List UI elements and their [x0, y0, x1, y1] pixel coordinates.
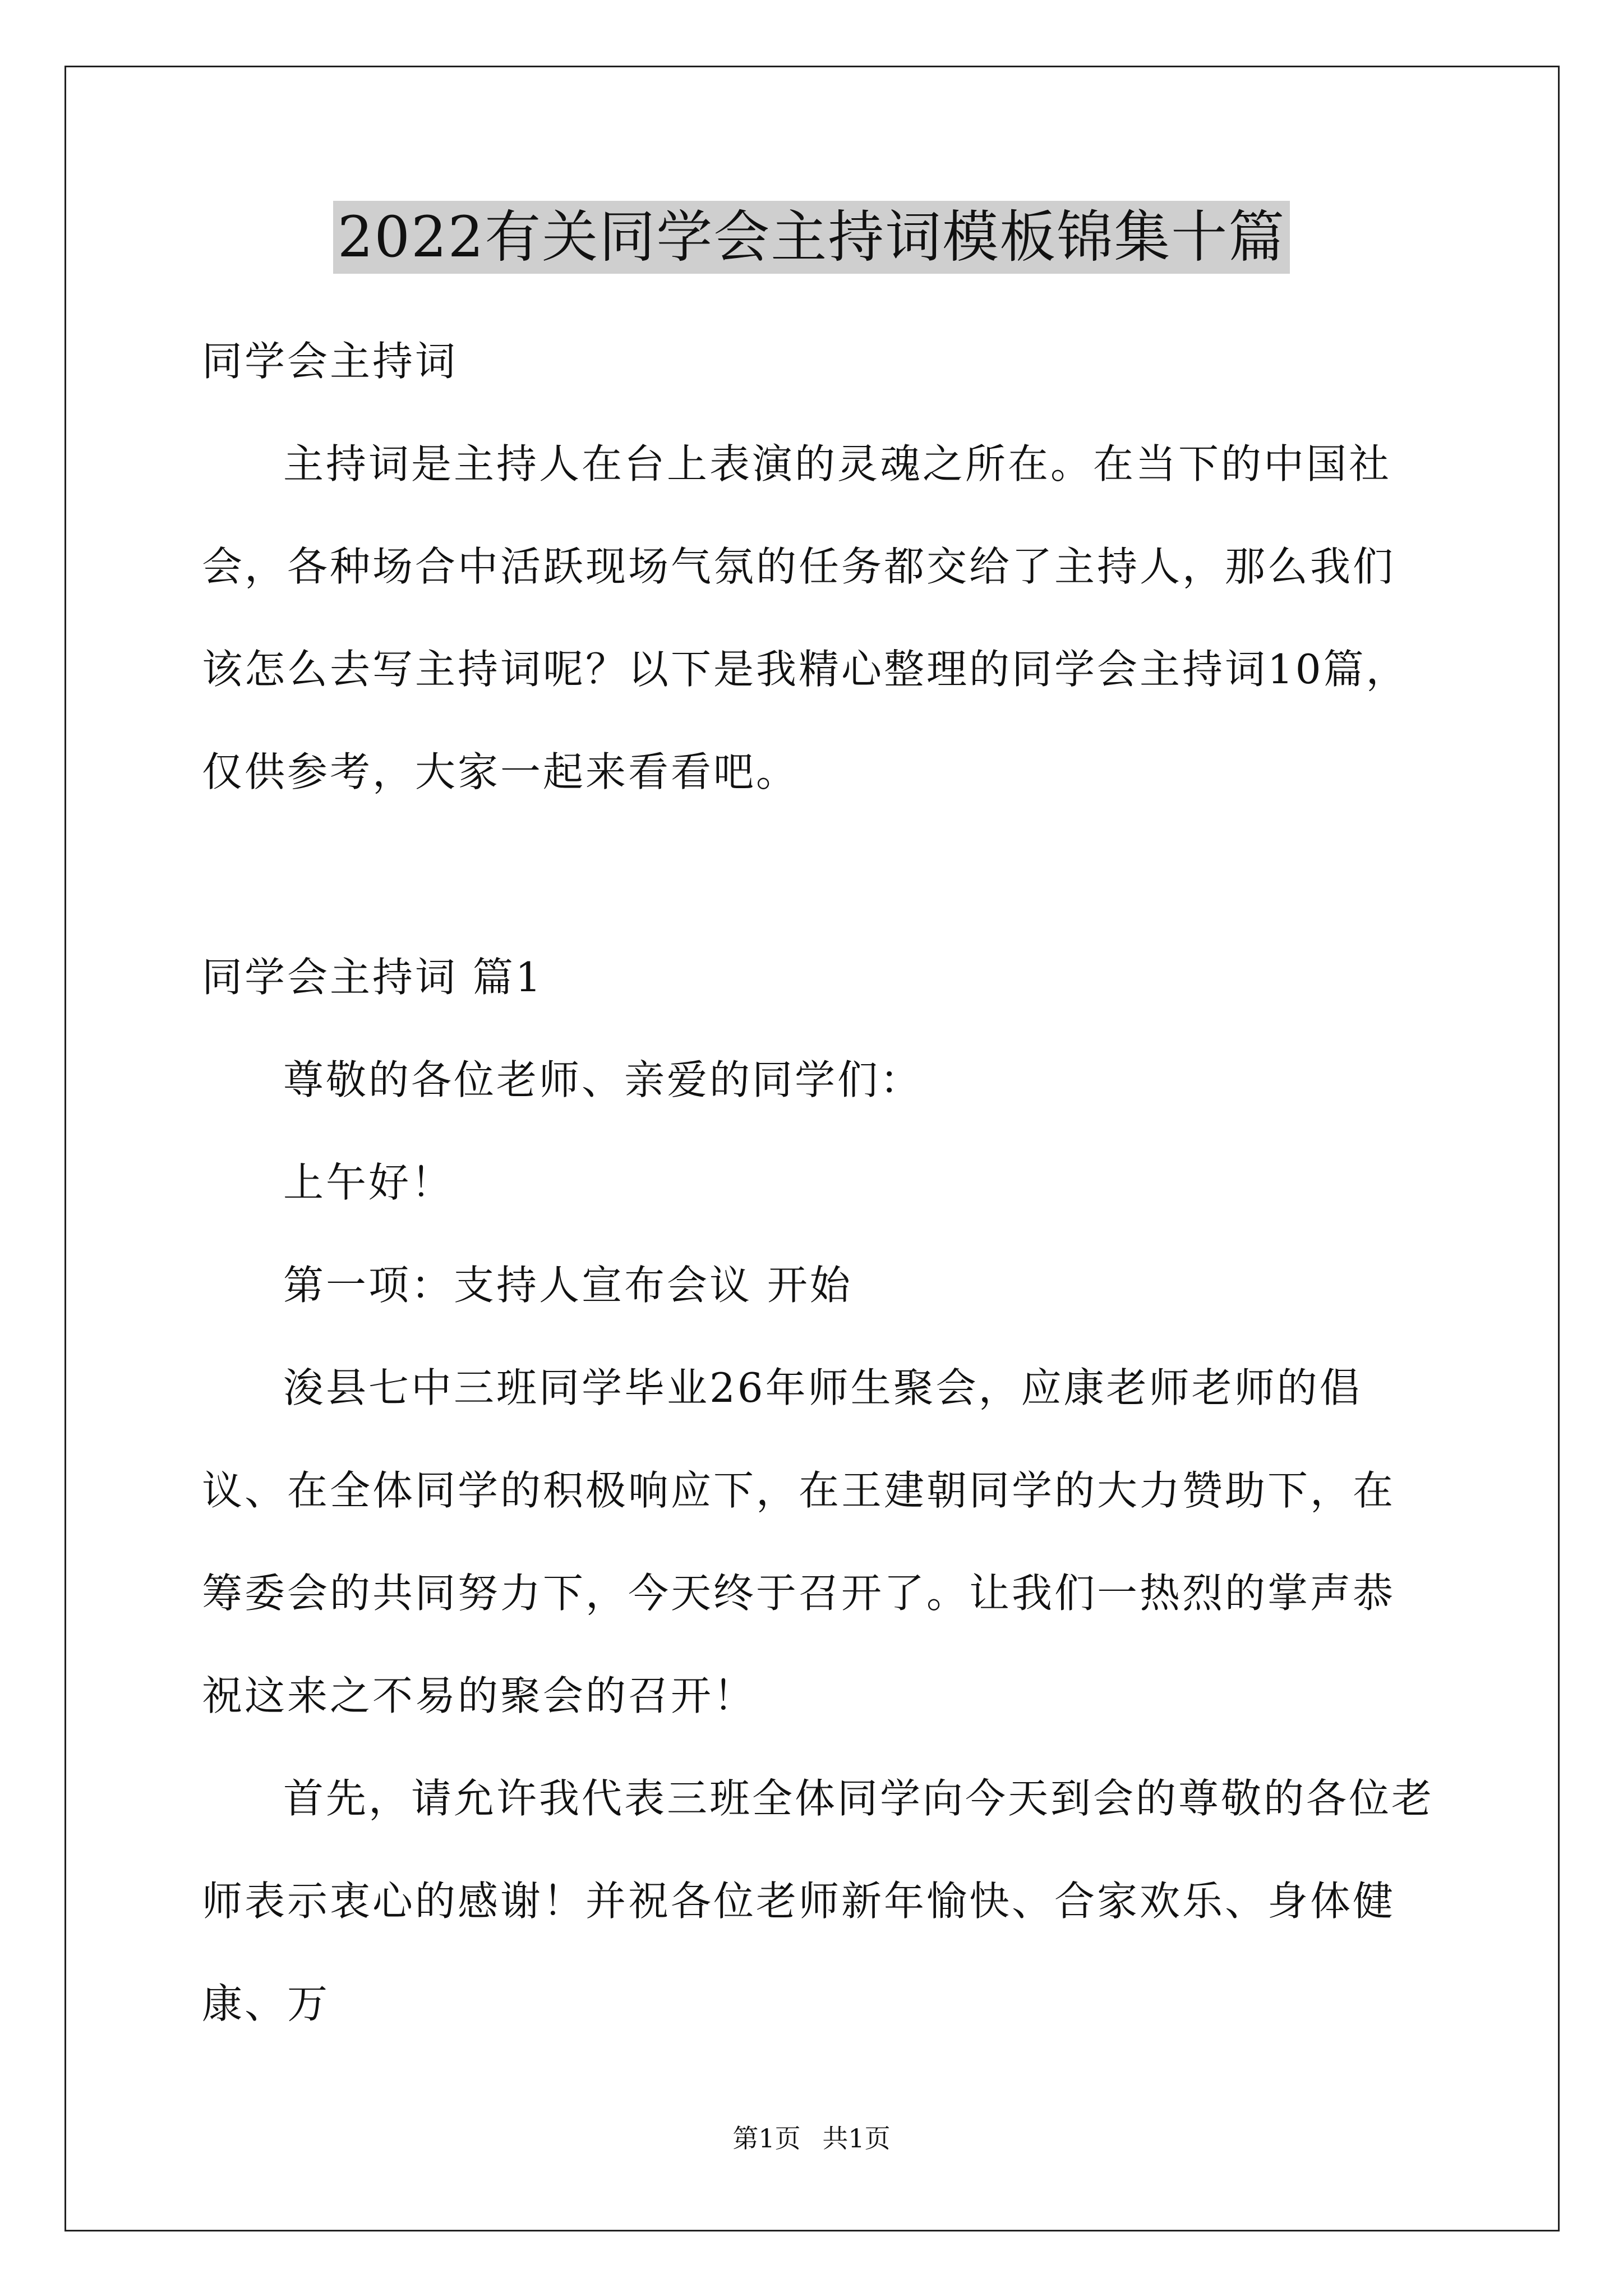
title-container [0, 201, 1623, 274]
section-heading-intro: 同学会主持词 [202, 338, 458, 385]
intro-paragraph: 主持词是主持人在台上表演的灵魂之所在。在当下的中国社会，各种场合中活跃现场气氛的任务都交给了主持人，那么我们该怎么去写主持词呢？以下是我精心整理的同学会主持词10篇，仅供参考，大家一起来看看吧。 [202, 440, 1409, 795]
document-title: 2022有关同学会主持词模板锦集十篇 [333, 201, 1290, 274]
section-gap [202, 823, 1436, 926]
document-body [202, 310, 1436, 2055]
page-total: 共1页 [822, 2123, 891, 2154]
section-heading-part1: 同学会主持词 篇1 [202, 954, 543, 1001]
reunion-paragraph: 浚县七中三班同学毕业26年师生聚会，应康老师老师的倡议、在全体同学的积极响应下，在王建朝同学的大力赞助下，在筹委会的共同努力下，今天终于召开了。让我们一热烈的掌声恭祝这来之不易的聚会的召开！ [202, 1364, 1396, 1719]
morning-paragraph: 上午好！ [283, 1159, 454, 1206]
greeting-paragraph: 尊敬的各位老师、亲爱的同学们： [283, 1056, 923, 1103]
page-number: 第1页 [732, 2123, 801, 2154]
page-footer [0, 2122, 1623, 2155]
agenda-item-paragraph: 第一项：支持人宣布会议 开始 [283, 1262, 852, 1309]
thanks-paragraph: 首先，请允许我代表三班全体同学向今天到会的尊敬的各位老师表示衷心的感谢！并祝各位老师新年愉快、合家欢乐、身体健康、万 [202, 1775, 1435, 2027]
